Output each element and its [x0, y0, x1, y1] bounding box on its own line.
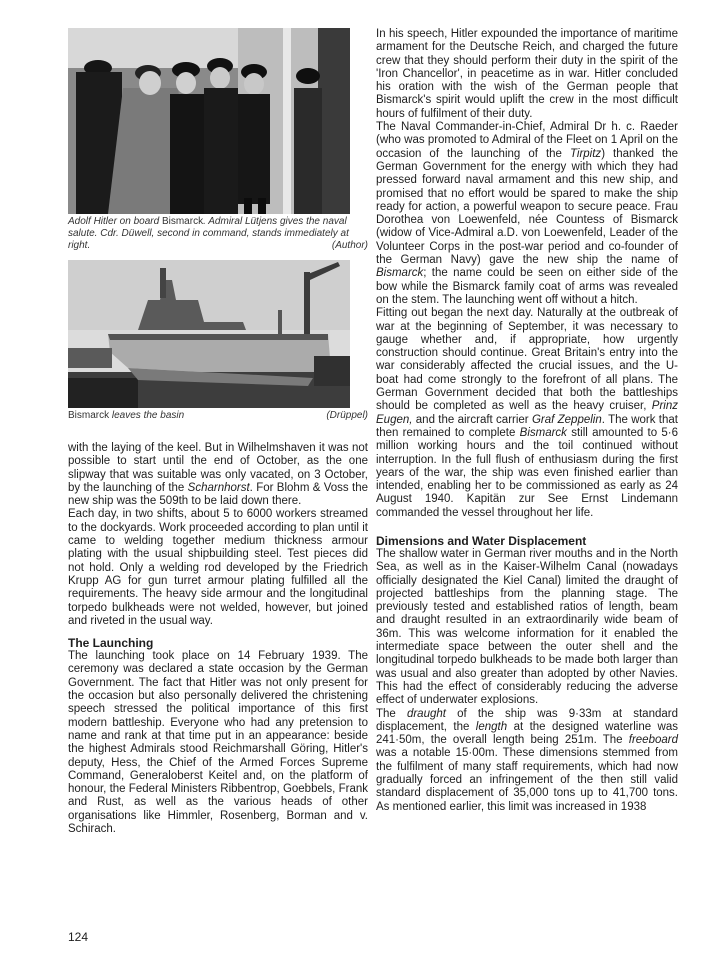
ship-name: Bismarck [376, 267, 424, 280]
left-column [68, 28, 368, 836]
caption-text-continued: . Admiral Lütjens gives the naval salute. Cdr. Düwell, second in command, stands immediately at right. [68, 216, 349, 251]
text-run: and the aircraft carrier [412, 413, 532, 426]
text-run: . For Blohm & Voss the new ship was the 509th to be laid down there. [68, 481, 369, 508]
paragraph: In his speech, Hitler expounded the importance of maritime armament for the Deutsche Reich, and charged the future crew that they should perform their duty in the spirit of the 'Iron Chancellor', in peacetime as in war. Hitler concluded his oration with the wish of the German people that Bismarck's spirit would uplift the crew in the most difficult hours of fulfilment of their duty. [376, 28, 678, 120]
paragraph: Each day, in two shifts, about 5 to 6000 workers streamed to the dockyards. Work proceeded according to plan until it came to welding together medium thickness armour plating with the usual shipbuilding steel. Test pieces did not hold. Only a welding rod developed by the Friedrich Krupp AG for gun turret armour plating fulfilled all the requirements. The heavy side armour and the longitudinal torpedo bulkheads were not welded, however, but joined and riveted in the usual way. [68, 508, 368, 627]
section-heading-launching: The Launching [68, 636, 154, 651]
caption-ship-name: Bismarck [68, 410, 110, 421]
text-run: Fitting out began the next day. Naturally at the outbreak of war at the beginning of September, it was necessary to gauge whether and, if appropriate, how urgently construction should continue. Great Britain's entry into the war considerably affected the crucial issues, and the U-boat had come strongly to the forefront of all plans. The German Government decided that both the battleships should be completed as well as the heavy cruiser, [376, 307, 678, 413]
term: draught [406, 707, 446, 720]
text-run: . The work that then remained to complete [376, 413, 678, 439]
text-run: was a notable 15·00m. These dimensions stemmed from the fulfilment of many staff requirements, which had now gradually forced an infringement of the then still valid standard displacement of 35,000 tons up to 41,700 tons. As mentioned earlier, this limit was increased in 1938 [376, 747, 678, 813]
photo-caption-1 [68, 216, 368, 256]
text-run: of the ship was 9·33m at standard displacement, the [376, 707, 678, 733]
paragraph [376, 307, 678, 520]
paragraph [68, 442, 368, 508]
photo-hitler-on-board [68, 28, 350, 214]
text-run: ; the name could be seen on either side of the bow while the Bismarck family coat of arms was revealed on the stem. The launching went off without a hitch. [376, 267, 678, 306]
caption-ship-name: Bismarck [161, 216, 204, 227]
right-column [376, 28, 678, 814]
text-run: The Naval Commander-in-Chief, Admiral Dr h. c. Raeder (who was promoted to Admiral of the Fleet on 1 April on the occasion of the launching of the [376, 121, 678, 160]
paragraph [376, 708, 678, 814]
photo-credit: (Drüppel) [326, 410, 368, 421]
page-number: 124 [68, 930, 89, 944]
paragraph: The shallow water in German river mouths and in the North Sea, as well as in the Kaiser-Wilhelm Canal (nowadays officially designated the Kiel Canal) limited the draught of projected battleships from the planning stage. The previously tested and established ratios of length, beam and draught resulted in an extraordinarily wide beam of 36m. This was welcome information for it enabled the intermediate space between the outer shell and the longitudinal torpedo bulkheads to be made both larger than was usual and also greater than adopted by other Navies. This had the effect of considerably reducing the adverse effect of underwater explosions. [376, 547, 678, 707]
text-run: The [376, 707, 407, 720]
caption-text: Adolf Hitler on board [68, 216, 162, 227]
ship-name: Graf Zeppelin [531, 413, 602, 426]
text-run: with the laying of the keel. But in Wilhelmshaven it was not possible to start until the end of October, as the one slipway that was suitable was only vacated, on 3 October, by the launching of the [68, 442, 368, 494]
ship-name: Scharnhorst [187, 481, 250, 494]
text-run: ) thanked the German Government for the energy with which they had pressed forward naval armament and this new ship, and promised that no effort would be spared to make the ship ready for action, a powerful weapon to secure peace. Frau Dorothea von Loewenfeld, née Countess of Bismarck (widow of Vice-Admiral a.D. von Loewenfeld, Leader of the Volunteer Corps in the post-war period and co-founder of the German Navy) gave the new ship the name of [376, 147, 678, 267]
ship-name: Tirpitz [569, 147, 602, 160]
caption-text: leaves the basin [109, 410, 185, 421]
photo-caption-2 [68, 410, 368, 428]
ship-name: Prinz Eugen, [376, 400, 678, 426]
paragraph [376, 121, 678, 307]
text-run: at the designed waterline was 241·50m, the overall length being 251m. The [376, 720, 678, 747]
photo-credit: (Author) [331, 240, 368, 251]
left-text [68, 442, 368, 836]
photo-bismarck-leaves-basin [68, 260, 350, 408]
ship-name: Bismarck [519, 426, 567, 439]
paragraph: The launching took place on 14 February 1939. The ceremony was declared a state occasion by the German Government. The fact that Hitler was not only present for the occasion but also personally delivered the christening speech stressed the political importance of this first modern battleship. Everyone who had any pretension to name and rank at that time put in an appearance: beside the highest Admirals stood Reichmarshall Göring, Hitler's deputy, Hess, the Chief of the Armed Forces Supreme Command, Generaloberst Keitel and, on the platform of honour, the Federal Ministers Ribbentrop, Goebbels, Frank and Rust, as well as the various heads of other organisations like Himmler, Rosenberg, Borman and v. Schirach. [68, 650, 368, 836]
term: freeboard [628, 734, 678, 747]
section-heading-dimensions: Dimensions and Water Displacement [376, 533, 587, 548]
term: length [475, 720, 508, 733]
text-run: still amounted to 5·6 million working hours and the toil continued without interruption. In the full flush of enthusiasm during the first years of the war, the ship was even finished earlier than intended, enabling her to be commissioned as early as 24 August 1940. Kapitän zur See Ernst Lindemann commanded the vessel throughout her life. [376, 426, 678, 519]
